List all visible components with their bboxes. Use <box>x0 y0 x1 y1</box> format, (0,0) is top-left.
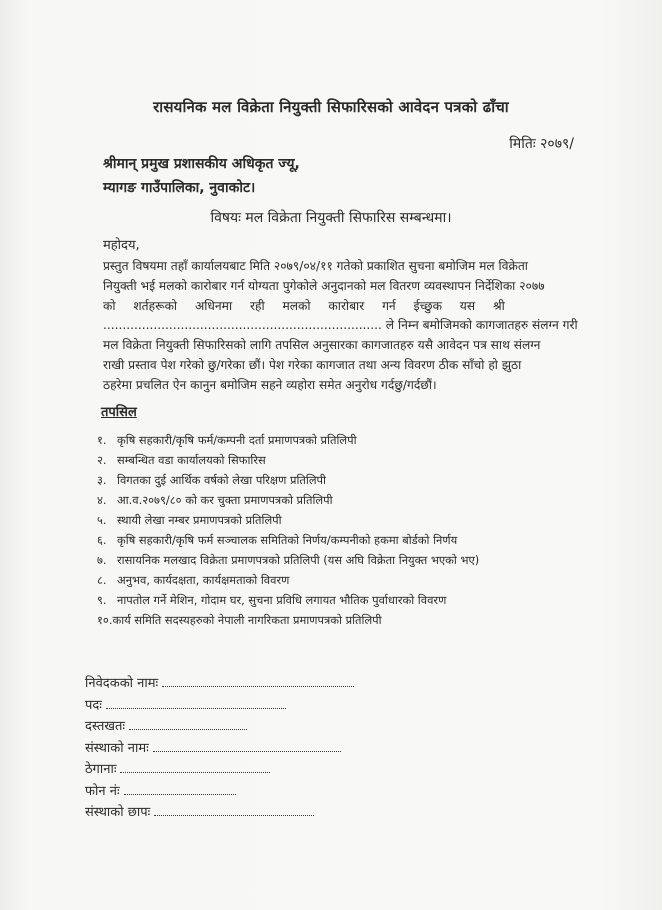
organization-stamp-field <box>85 802 354 824</box>
address-field <box>85 759 354 781</box>
list-item-number: ८. <box>97 573 107 587</box>
body-paragraph <box>103 257 585 396</box>
field-label: संस्थाको नामः <box>85 740 149 756</box>
list-item <box>97 590 479 610</box>
field-label: ठेगानाः <box>85 762 117 777</box>
blank-line <box>106 696 286 709</box>
body-line: राखी प्रस्ताव पेश गरेको छु/गरेका छौं। पेश गरेका कागजात तथा अन्य विवरण ठीक साँचो हो झुठा <box>103 357 522 372</box>
blank-line <box>129 717 247 730</box>
list-item-text: आ.व.२०७९/८० को कर चुक्ता प्रमाणपत्रको प्रतिलिपी <box>117 493 333 507</box>
document-checklist <box>97 430 479 630</box>
document-title: रासयनिक मल विक्रेता नियुक्ती सिफारिसको आवेदन पत्रको ढाँचा <box>153 98 509 116</box>
list-item-number: ३. <box>97 473 107 487</box>
blank-line <box>120 760 270 773</box>
salutation: महोदय, <box>103 238 140 253</box>
applicant-name-field <box>85 673 354 695</box>
list-item <box>97 530 479 550</box>
field-label: दस्तखतः <box>85 719 126 734</box>
list-item-text: कृषि सहकारी/कृषि फर्म सञ्चालक समितिको निर्णय/कम्पनीको हकमा बोर्डको निर्णय <box>117 533 458 547</box>
list-item <box>97 570 479 590</box>
blank-line <box>162 674 354 687</box>
organization-name-field <box>85 738 354 760</box>
list-item-text: अनुभव, कार्यदक्षता, कार्यक्षमताको विवरण <box>117 573 290 587</box>
position-field <box>85 695 354 717</box>
list-item <box>97 450 479 470</box>
list-item <box>97 430 479 450</box>
list-item-number: ६. <box>97 533 107 547</box>
list-item <box>97 550 479 570</box>
list-item-number: ४. <box>97 493 107 507</box>
list-heading: तपसिल <box>101 405 137 420</box>
list-item-text: विगतका दुई आर्थिक वर्षको लेखा परिक्षण प्रतिलिपी <box>117 473 326 487</box>
field-label: संस्थाको छापः <box>85 805 151 820</box>
addressee-line-1: श्रीमान् प्रमुख प्रशासकीय अधिकृत ज्यू, <box>103 156 300 172</box>
list-item-text: कार्य समिति सदस्यहरुको नेपाली नागरिकता प्रमाणपत्रको प्रतिलिपी <box>112 613 382 627</box>
list-item-text: स्थायी लेखा नम्बर प्रमाणपत्रको प्रतिलिपी <box>117 513 282 527</box>
list-item-number: ५. <box>97 513 107 527</box>
applicant-form <box>85 673 354 824</box>
body-line: प्रस्तुत विषयमा तहाँ कार्यालयबाट मिति २०७९/०४/११ गतेको प्रकाशित सुचना बमोजिम मल विक्रेता <box>103 259 528 273</box>
list-item-text: नापतोल गर्ने मेशिन, गोदाम घर, सुचना प्रविधि लगायत भौतिक पुर्वाधारको विवरण <box>117 593 447 607</box>
list-item-number: १. <box>97 433 107 447</box>
field-label: पदः <box>85 697 102 713</box>
signature-field <box>85 716 354 738</box>
subject-line: विषयः मल विक्रेता नियुक्ती सिफारिस सम्बन्धमा। <box>210 210 452 226</box>
phone-field <box>85 781 354 803</box>
list-item <box>97 490 479 510</box>
addressee-line-2: म्यागङ गाउँपालिका, नुवाकोट। <box>103 180 256 196</box>
list-item-number: १०. <box>97 613 113 627</box>
body-line: को शर्तहरूको अधिनमा रही मलको कारोबार गर्न ईच्छुक यस श्री <box>103 298 505 313</box>
body-line: ........................................................................ ले निम्न बमोजिमको कागजातहरु संलग्न गरी <box>103 318 578 333</box>
blank-line <box>154 803 314 816</box>
list-item-number: ९. <box>97 593 107 607</box>
list-item <box>97 510 479 530</box>
blank-line <box>124 782 236 795</box>
list-item-text: सम्बन्धित वडा कार्यालयको सिफारिस <box>117 453 266 467</box>
blank-line <box>153 739 341 752</box>
list-item-text: कृषि सहकारी/कृषि फर्म/कम्पनी दर्ता प्रमाणपत्रको प्रतिलिपी <box>117 433 357 447</box>
date-field: मितिः २०७९/ <box>509 136 574 152</box>
field-label: फोन नंः <box>85 783 120 799</box>
list-item-number: २. <box>97 453 107 467</box>
list-item-number: ७. <box>97 553 107 567</box>
body-line: नियुक्ती भई मलको कारोबार गर्न योग्यता पुगेकोले अनुदानको मल वितरण व्यवस्थापन निर्देशिका २०७७ <box>103 278 545 293</box>
list-item <box>97 470 479 490</box>
field-label: निवेदकको नामः <box>85 676 159 691</box>
list-item <box>97 610 479 630</box>
body-line: मल विक्रेता नियुक्ती सिफारिसको लागि तपसिल अनुसारका कागजातहरु यसै आवेदन पत्र साथ संलग्न <box>103 338 541 353</box>
body-line: ठहरेमा प्रचलित ऐन कानुन बमोजिम सहने व्यहोरा समेत अनुरोध गर्दछु/गर्दछौं। <box>103 377 437 392</box>
list-item-text: रासायनिक मलखाद विक्रेता प्रमाणपत्रको प्रतिलिपी (यस अघि विक्रेता नियुक्त भएको भए) <box>117 553 480 567</box>
